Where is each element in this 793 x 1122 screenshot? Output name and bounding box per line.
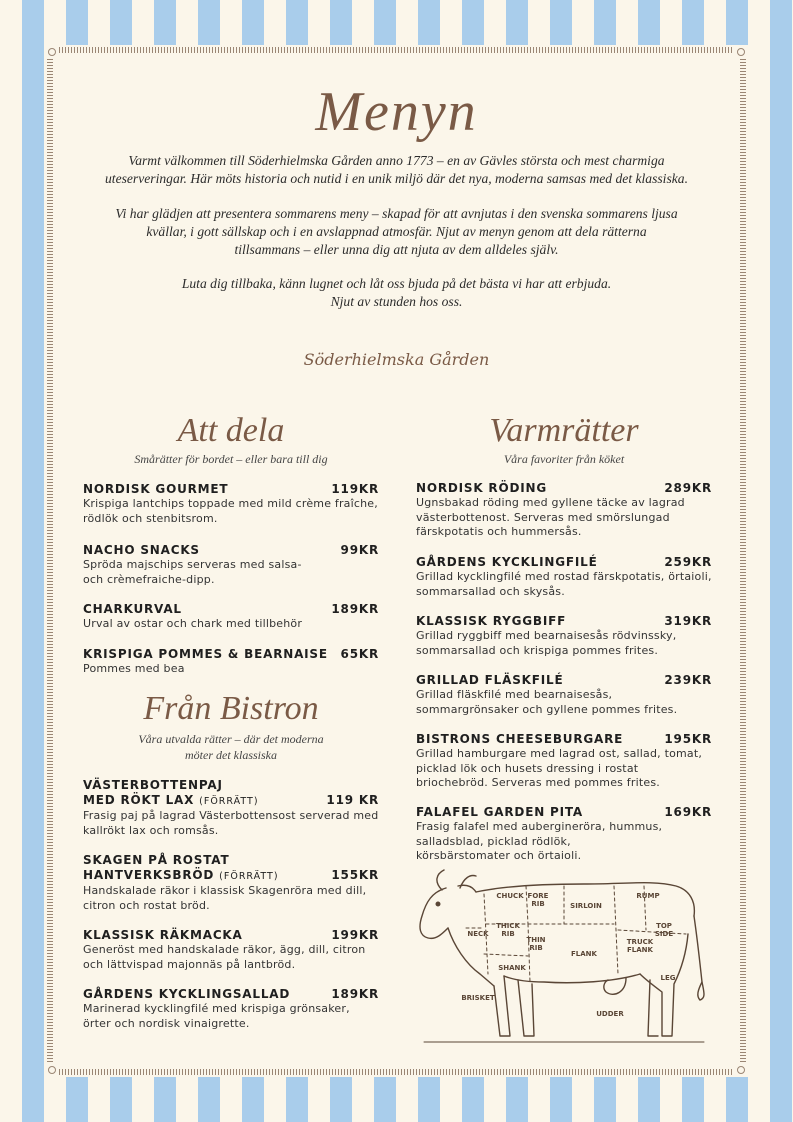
- intro-paragraph-1: [90, 152, 703, 188]
- border-left: [47, 59, 53, 1063]
- intro-line: Varmt välkommen till Söderhielmska Gården anno 1773 – en av Gävles största och mest charmiga: [128, 153, 665, 168]
- item-description: Spröda majschips serveras med salsa- och crèmefraiche-dipp.: [83, 558, 302, 586]
- cut-label-neck: NECK: [467, 930, 489, 938]
- cut-label-thick-rib: THICK: [496, 922, 520, 930]
- intro-paragraph-2: [90, 205, 703, 259]
- corner-ornament: [48, 1066, 56, 1074]
- item-name: KLASSISK RYGGBIFF: [416, 614, 567, 628]
- item-name: FALAFEL GARDEN PITA: [416, 805, 584, 819]
- cut-label-chuck: CHUCK: [496, 892, 524, 900]
- border-right: [740, 59, 746, 1063]
- menu-item: [416, 732, 712, 791]
- menu-item: [83, 928, 379, 972]
- cut-label-thick-rib: RIB: [501, 930, 515, 938]
- corner-ornament: [737, 1066, 745, 1074]
- cut-label-leg: LEG: [660, 974, 676, 982]
- item-price: 65KR: [340, 647, 379, 661]
- corner-ornament: [737, 48, 745, 56]
- cut-label-fore-rib: FORE: [527, 892, 549, 900]
- item-note: (FÖRRÄTT): [199, 796, 259, 807]
- menu-item: [416, 555, 712, 599]
- item-price: 119KR: [331, 482, 379, 496]
- item-name: CHARKURVAL: [83, 602, 182, 616]
- cut-label-thin-rib: THIN: [526, 936, 546, 944]
- item-name: SKAGEN PÅ ROSTAT: [83, 853, 230, 867]
- menu-item: [83, 647, 379, 677]
- signature: Söderhielmska Gården: [303, 350, 490, 369]
- item-price: 239KR: [664, 673, 712, 687]
- item-name: GÅRDENS KYCKLINGSALLAD: [83, 987, 291, 1001]
- menu-item: [83, 853, 379, 913]
- item-name: NACHO SNACKS: [83, 543, 200, 557]
- section-title-att-dela: Att dela: [177, 412, 285, 449]
- item-price: 289KR: [664, 481, 712, 495]
- beef-cuts-illustration: [414, 864, 710, 1046]
- item-description: Grillad fläskfilé med bearnaisesås, sommargrönsaker och gyllene pommes frites.: [416, 688, 678, 716]
- cut-label-fore-rib: RIB: [531, 900, 545, 908]
- menu-item: [83, 482, 379, 526]
- item-description: Frasig falafel med auberginеröra, hummus, salladsblad, picklad rödlök, körsbärstomater och örtaioli.: [416, 820, 663, 862]
- menu-item: [83, 987, 379, 1031]
- item-description: Urval av ostar och chark med tillbehör: [83, 617, 303, 630]
- item-description: Krispiga lantchips toppade med mild crème fraîche, rödlök och stenbitsrom.: [83, 497, 378, 525]
- subtitle-line: Våra utvalda rätter – där det moderna: [138, 732, 324, 746]
- item-description: Grillad hamburgare med lagrad ost, sallad, tomat, picklad lök och husets dressing i rostat briochebröd. Serveras med pommes frites.: [416, 747, 703, 789]
- item-name: HANTVERKSBRÖD: [83, 868, 215, 882]
- item-price: 99KR: [340, 543, 379, 557]
- item-description: Generöst med handskalade räkor, ägg, dill, citron och lättvispad majonnäs på lantbröd.: [83, 943, 366, 971]
- cut-label-udder: UDDER: [596, 1010, 624, 1018]
- cut-label-thin-rib: RIB: [529, 944, 543, 952]
- menu-item: [416, 614, 712, 658]
- item-price: 259KR: [664, 555, 712, 569]
- section-subtitle-varmratter: Våra favoriter från köket: [503, 452, 625, 466]
- item-name: GRILLAD FLÄSKFILÉ: [416, 673, 564, 687]
- cut-label-top-side: TOP: [656, 922, 672, 930]
- intro-line: uteserveringar. Här möts historia och nutid i en unik miljö där det nya, moderna samsas med det klassiska.: [105, 171, 688, 186]
- section-subtitle-att-dela: Smårätter för bordet – eller bara till dig: [134, 452, 328, 466]
- item-name: NORDISK RÖDING: [416, 481, 547, 495]
- item-price: 155KR: [331, 868, 379, 882]
- item-price: 119 KR: [326, 793, 379, 807]
- item-name: BISTRONS CHEESEBURGARE: [416, 732, 624, 746]
- item-name: GÅRDENS KYCKLINGFILÉ: [416, 555, 598, 569]
- item-description: Pommes med bea: [83, 662, 185, 675]
- cut-label-brisket: BRISKET: [461, 994, 495, 1002]
- intro-line: kvällar, i gott sällskap och i en avslappnad atmosfär. Njut av menyn genom att dela rätterna: [146, 224, 647, 239]
- menu-item: [83, 778, 379, 838]
- section-title-varmratter: Varmrätter: [489, 412, 639, 449]
- intro-paragraph-3: [90, 275, 703, 311]
- item-name: KLASSISK RÄKMACKA: [83, 928, 243, 942]
- cut-label-rump: RUMP: [636, 892, 660, 900]
- menu-item: [83, 602, 379, 632]
- intro-line: tillsammans – eller unna dig att njuta av dem alldeles själv.: [234, 242, 559, 257]
- intro-line: Luta dig tillbaka, känn lugnet och låt oss bjuda på det bästa vi har att erbjuda.: [181, 276, 612, 291]
- item-price: 319KR: [664, 614, 712, 628]
- border-bottom: [59, 1069, 734, 1075]
- menu-item: [416, 673, 712, 717]
- corner-ornament: [48, 48, 56, 56]
- intro-line: Vi har glädjen att presentera sommarens meny – skapad för att avnjutas i den svenska sommarens ljusa: [115, 206, 678, 221]
- section-title-bistron: Från Bistron: [143, 690, 319, 727]
- item-description: Grillad ryggbiff med bearnaisesås rödvinssky, sommarsallad och krispiga pommes frites.: [416, 629, 677, 657]
- item-price: 169KR: [664, 805, 712, 819]
- cut-label-top-side: SIDE: [654, 930, 674, 938]
- page-title: Menyn: [315, 81, 478, 143]
- cut-label-truck-flank: FLANK: [627, 946, 653, 954]
- subtitle-line: möter det klassiska: [185, 748, 277, 762]
- menu-item: [416, 805, 712, 864]
- item-description: Handskalade räkor i klassisk Skagenröra med dill, citron och rostat bröd.: [83, 884, 367, 912]
- item-price: 189KR: [331, 602, 379, 616]
- item-price: 189KR: [331, 987, 379, 1001]
- item-name: MED RÖKT LAX: [83, 793, 195, 807]
- item-description: Frasig paj på lagrad Västerbottensost serverad med kallrökt lax och romsås.: [83, 809, 379, 837]
- cut-label-flank: FLANK: [571, 950, 597, 958]
- item-description: Ugnsbakad röding med gyllene täcke av lagrad västerbottenost. Serveras med smörslungad färskpotatis och hummersås.: [416, 496, 685, 538]
- item-price: 199KR: [331, 928, 379, 942]
- cut-label-sirloin: SIRLOIN: [570, 902, 602, 910]
- item-description: Marinerad kycklingfilé med krispiga grönsaker, örter och nordisk vinaigrette.: [83, 1002, 350, 1030]
- item-description: Grillad kycklingfilé med rostad färskpotatis, örtaioli, sommarsallad och skysås.: [416, 570, 712, 598]
- intro-line: Njut av stunden hos oss.: [330, 294, 463, 309]
- cut-label-truck-flank: TRUCK: [626, 938, 654, 946]
- item-name: KRISPIGA POMMES & BEARNAISE: [83, 647, 328, 661]
- item-note: (FÖRRÄTT): [219, 871, 279, 882]
- menu-item: [416, 481, 712, 540]
- cut-label-shank: SHANK: [498, 964, 526, 972]
- item-name: NORDISK GOURMET: [83, 482, 229, 496]
- item-price: 195KR: [664, 732, 712, 746]
- border-top: [59, 47, 734, 53]
- section-subtitle-bistron: [83, 731, 379, 763]
- item-name: VÄSTERBOTTENPAJ: [83, 778, 223, 792]
- menu-item: [83, 543, 379, 587]
